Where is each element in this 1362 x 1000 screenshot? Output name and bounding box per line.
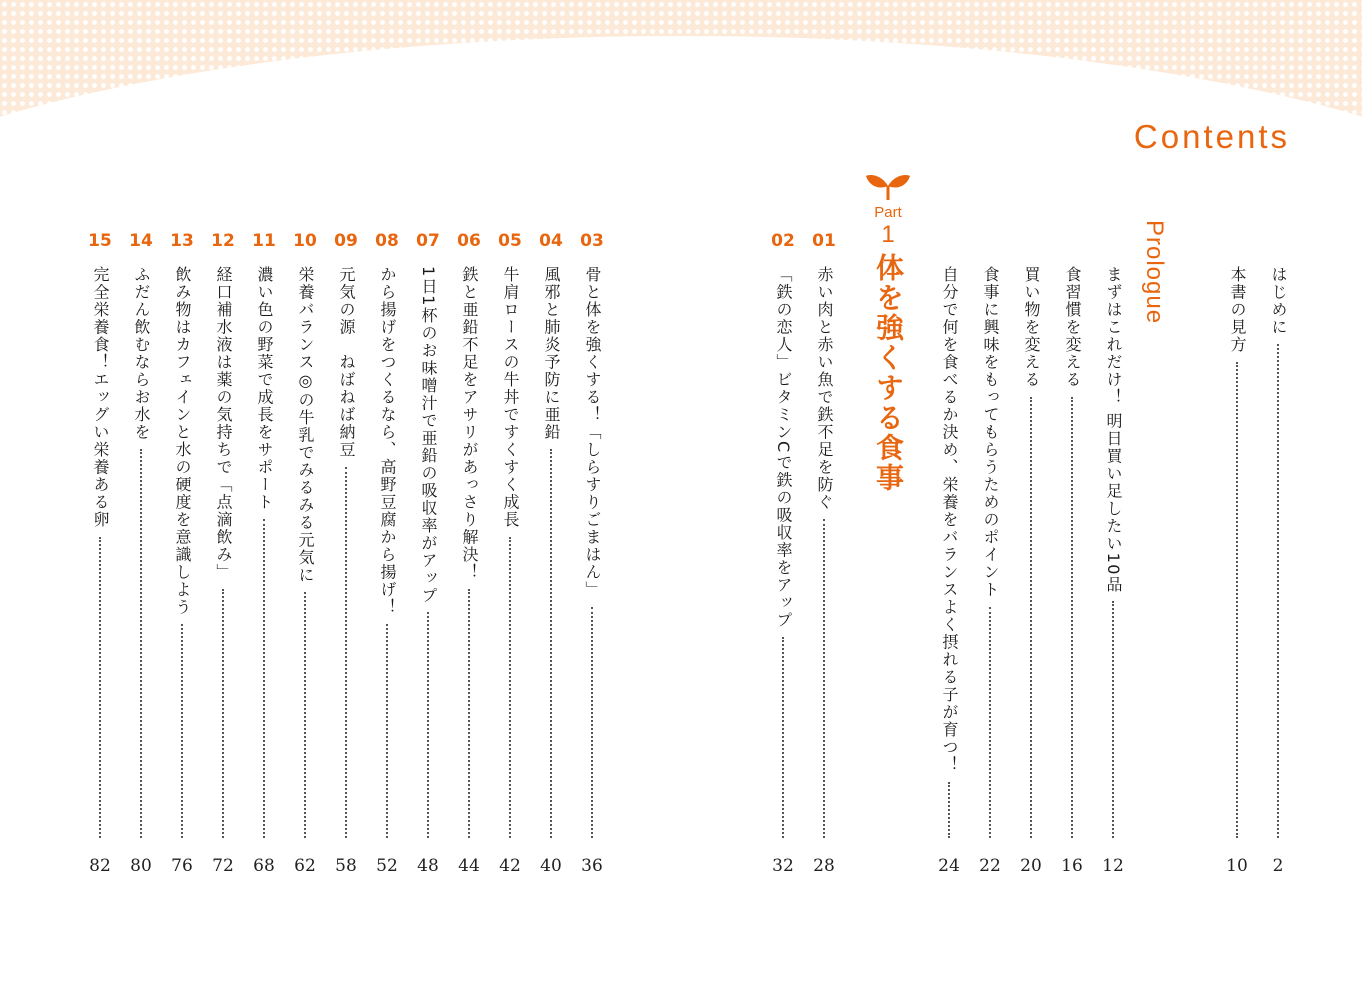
- toc-entry-title: ふだん飲むならお水を: [132, 266, 151, 441]
- toc-entry-number: 13: [170, 231, 194, 251]
- toc-leader: [550, 449, 552, 838]
- toc-leader: [222, 589, 224, 838]
- toc-page-number: 24: [938, 856, 960, 876]
- toc-entry-number: 10: [293, 231, 317, 251]
- toc-leader: [823, 519, 825, 838]
- toc-entry-title: 赤い肉と赤い魚で鉄不足を防ぐ: [815, 266, 834, 511]
- toc-entry-title: まずはこれだけ！ 明日買い足したい10品: [1104, 266, 1123, 594]
- toc-page-number: 12: [1102, 856, 1124, 876]
- toc-entry-number: 02: [771, 231, 795, 251]
- toc-leader: [989, 607, 991, 839]
- toc-entry-07[interactable]: [412, 228, 444, 846]
- toc-entry-prologue-2[interactable]: [1056, 228, 1088, 846]
- toc-entry-prologue-3[interactable]: [1015, 228, 1047, 846]
- toc-entry-title: 栄養バランス◎の牛乳でみるみる元気に: [296, 266, 315, 584]
- toc-entry-title: 完全栄養食！エッグい栄養ある卵: [91, 266, 110, 529]
- toc-entry-04[interactable]: [535, 228, 567, 846]
- toc-page-number: 28: [813, 856, 835, 876]
- toc-entry-03[interactable]: [576, 228, 608, 846]
- toc-entry-number: 05: [498, 231, 522, 251]
- toc-entry-number: 07: [416, 231, 440, 251]
- toc-entry-number: 11: [252, 231, 276, 251]
- toc-page-number: 42: [499, 856, 521, 876]
- toc-entry-number: 12: [211, 231, 235, 251]
- prologue-heading: Prologue: [1141, 220, 1168, 325]
- toc-page-number: 40: [540, 856, 562, 876]
- part-number: 1: [881, 221, 895, 248]
- toc-leader: [1030, 397, 1032, 839]
- toc-entry-number: 08: [375, 231, 399, 251]
- toc-page-number: 62: [294, 856, 316, 876]
- toc-entry-title: はじめに: [1269, 266, 1288, 336]
- toc-leader: [386, 624, 388, 838]
- toc-entry-title: 飲み物はカフェインと水の硬度を意識しよう: [173, 266, 192, 616]
- toc-entry-prologue-5[interactable]: [933, 228, 965, 846]
- toc-entry-title: 風邪と肺炎予防に亜鉛: [542, 266, 561, 441]
- toc-entry-number: 06: [457, 231, 481, 251]
- toc-page-number: 2: [1272, 856, 1284, 876]
- toc-entry-front-2[interactable]: [1221, 228, 1253, 846]
- toc-leader: [345, 467, 347, 839]
- toc-entry-05[interactable]: [494, 228, 526, 846]
- toc-entry-prologue-1[interactable]: [1097, 228, 1129, 846]
- toc-entry-title: 1日1杯のお味噌汁で亜鉛の吸収率がアップ: [419, 266, 438, 605]
- toc-entry-title: 濃い色の野菜で成長をサポート: [255, 266, 274, 511]
- toc-entry-title: 鉄と亜鉛不足をアサリがあっさり解決！: [460, 266, 479, 581]
- toc-entry-13[interactable]: [166, 228, 198, 846]
- toc-leader: [782, 637, 784, 838]
- toc-entry-12[interactable]: [207, 228, 239, 846]
- toc-entry-title: 買い物を変える: [1022, 266, 1041, 389]
- toc-leader: [427, 612, 429, 838]
- toc-entry-title: 「鉄の恋人」ビタミンCで鉄の吸収率をアップ: [774, 266, 793, 629]
- toc-page-number: 44: [458, 856, 480, 876]
- toc-entry-number: 04: [539, 231, 563, 251]
- toc-entry-15[interactable]: [84, 228, 116, 846]
- toc-leader: [1236, 362, 1238, 839]
- toc-entry-title: 元気の源 ねばねば納豆: [337, 266, 356, 459]
- toc-page-number: 80: [130, 856, 152, 876]
- toc-entry-11[interactable]: [248, 228, 280, 846]
- toc-page-number: 52: [376, 856, 398, 876]
- page-title: Contents: [1133, 118, 1290, 155]
- toc-entry-01[interactable]: [808, 228, 840, 846]
- toc-leader: [99, 537, 101, 839]
- toc-page-number: 36: [581, 856, 603, 876]
- toc-entry-number: 14: [129, 231, 153, 251]
- toc-page-number: 76: [171, 856, 193, 876]
- toc-page-number: 16: [1061, 856, 1083, 876]
- toc-entry-number: 15: [88, 231, 112, 251]
- toc-leader: [263, 519, 265, 838]
- part-heading: [862, 170, 914, 493]
- toc-page-number: 10: [1226, 856, 1248, 876]
- part-title: 体を強くする食事: [872, 253, 905, 493]
- toc-leader: [1071, 397, 1073, 839]
- toc-page-number: 48: [417, 856, 439, 876]
- toc-entry-title: 自分で何を食べるか決め、栄養をバランスよく摂れる子が育つ！: [940, 266, 959, 774]
- toc-entry-title: 食事に興味をもってもらうためのポイント: [981, 266, 1000, 599]
- toc-leader: [468, 589, 470, 838]
- toc-leader: [140, 449, 142, 838]
- toc-entry-title: 牛肩ロースの牛丼ですくすく成長: [501, 266, 520, 529]
- toc-entry-prologue-4[interactable]: [974, 228, 1006, 846]
- toc-page-number: 68: [253, 856, 275, 876]
- toc-leader: [304, 592, 306, 838]
- toc-page-number: 58: [335, 856, 357, 876]
- toc-page-number: 22: [979, 856, 1001, 876]
- toc-entry-06[interactable]: [453, 228, 485, 846]
- toc-entry-title: 経口補水液は薬の気持ちで「点滴飲み」: [214, 266, 233, 581]
- toc-entry-title: 本書の見方: [1228, 266, 1247, 354]
- toc-leader: [1112, 601, 1114, 838]
- toc-entry-title: 骨と体を強くする！「しらすりごまはん」: [583, 266, 602, 599]
- toc-entry-02[interactable]: [767, 228, 799, 846]
- toc-leader: [591, 607, 593, 839]
- toc-entry-09[interactable]: [330, 228, 362, 846]
- toc-page-number: 82: [89, 856, 111, 876]
- toc-entry-title: から揚げをつくるなら、高野豆腐から揚げ！: [378, 266, 397, 616]
- toc-entry-08[interactable]: [371, 228, 403, 846]
- toc-leader: [509, 537, 511, 839]
- toc-page-number: 72: [212, 856, 234, 876]
- toc-entry-title: 食習慣を変える: [1063, 266, 1082, 389]
- sprout-icon: [863, 170, 913, 202]
- toc-leader: [1277, 344, 1279, 838]
- toc-entry-number: 01: [812, 231, 836, 251]
- toc-entry-number: 03: [580, 231, 604, 251]
- toc-page-number: 32: [772, 856, 794, 876]
- toc-entry-14[interactable]: [125, 228, 157, 846]
- toc-entry-10[interactable]: [289, 228, 321, 846]
- toc-leader: [948, 782, 950, 839]
- toc-page-number: 20: [1020, 856, 1042, 876]
- toc-entry-number: 09: [334, 231, 358, 251]
- part-label: Part: [874, 204, 902, 221]
- toc-entry-front-1[interactable]: [1262, 228, 1294, 846]
- toc-leader: [181, 624, 183, 838]
